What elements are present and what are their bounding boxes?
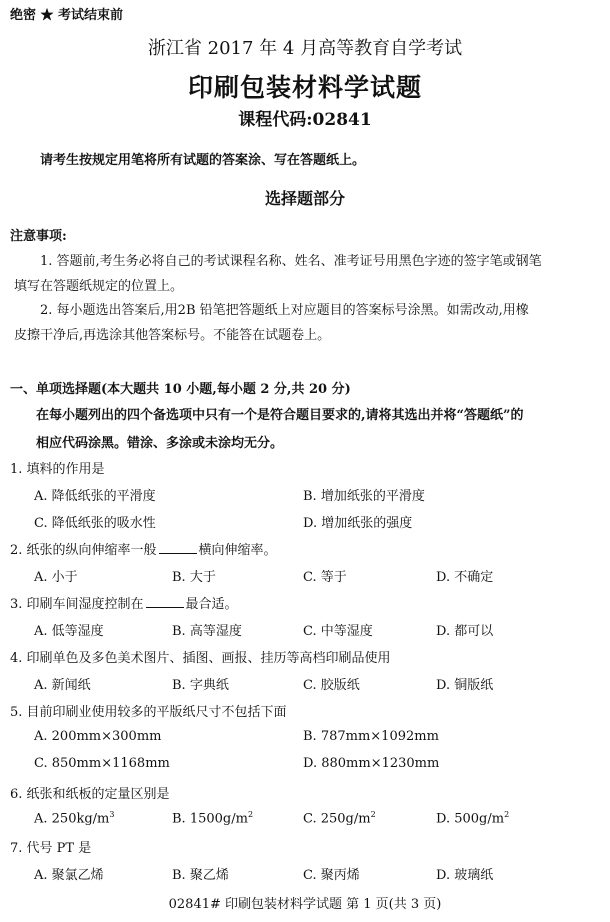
option-a: A. 新闻纸	[34, 678, 91, 693]
question-stem: 7. 代号 PT 是	[10, 841, 92, 856]
unit-exponent: 2	[504, 810, 510, 819]
attention-item-1-cont: 填写在答题纸规定的位置上。	[14, 279, 184, 294]
secret-label: 绝密 ★ 考试结束前	[10, 8, 124, 23]
question-stem	[10, 593, 238, 612]
option-b: B. 高等湿度	[172, 624, 242, 639]
exam-name: 浙江省 2017 年 4 月高等教育自学考试	[147, 38, 463, 59]
part-instruction-cont: 相应代码涂黑。错涂、多涂或未涂均无分。	[36, 436, 284, 451]
option-d: D. 增加纸张的强度	[303, 516, 413, 531]
course-code: 课程代码:02841	[238, 110, 372, 130]
attention-item-2-cont: 皮擦干净后,再选涂其他答案标号。不能答在试题卷上。	[14, 328, 331, 343]
question-stem: 5. 目前印刷业使用较多的平版纸尺寸不包括下面	[10, 705, 287, 720]
question-stem-part: 横向伸缩率。	[198, 543, 277, 558]
question-stem-part: 3. 印刷车间湿度控制在	[10, 597, 144, 612]
question-stem: 4. 印刷单色及多色美术图片、插图、画报、挂历等高档印刷品使用	[10, 651, 391, 666]
answer-blank	[159, 541, 197, 554]
attention-item-2: 2. 每小题选出答案后,用2B 铅笔把答题纸上对应题目的答案标号涂黑。如需改动,用橡	[40, 303, 529, 318]
option-c: C. 聚丙烯	[303, 868, 360, 883]
option-a: A. 聚氯乙烯	[34, 868, 104, 883]
unit-exponent: 3	[109, 810, 115, 819]
unit-exponent: 2	[247, 810, 254, 819]
part-instruction: 在每小题列出的四个备选项中只有一个是符合题目要求的,请将其选出并将“答题纸”的	[36, 408, 524, 423]
question-stem-part: 最合适。	[185, 597, 238, 612]
part-heading: 一、单项选择题(本大题共 10 小题,每小题 2 分,共 20 分)	[10, 382, 351, 397]
option-c: C. 中等湿度	[303, 624, 373, 639]
option-d: D. 都可以	[436, 624, 494, 639]
option-c: C. 等于	[303, 570, 347, 585]
option-b: B. 增加纸张的平滑度	[303, 489, 425, 504]
question-stem: 1. 填料的作用是	[10, 462, 105, 477]
section-title: 选择题部分	[264, 189, 345, 208]
option-text: D. 500g/m	[436, 811, 505, 827]
option-d: D. 铜版纸	[436, 678, 494, 693]
option-a: A. 低等湿度	[34, 624, 104, 639]
option-b: B. 字典纸	[172, 678, 229, 693]
page-footer: 02841# 印刷包装材料学试题 第 1 页(共 3 页)	[168, 897, 442, 912]
option-b: B. 787mm×1092mm	[303, 729, 439, 744]
option-text: C. 250g/m	[303, 811, 371, 827]
question-stem: 6. 纸张和纸板的定量区别是	[10, 787, 170, 802]
question-stem-part: 2. 纸张的纵向伸缩率一般	[10, 543, 157, 558]
option-d: D. 不确定	[436, 570, 494, 585]
option-c: C. 850mm×1168mm	[34, 756, 170, 771]
option-a	[34, 810, 114, 826]
option-d: D. 880mm×1230mm	[303, 756, 440, 771]
option-d: D. 玻璃纸	[436, 868, 494, 883]
option-a: A. 降低纸张的平滑度	[34, 489, 156, 504]
attention-item-1: 1. 答题前,考生务必将自己的考试课程名称、姓名、准考证号用黑色字迹的签字笔或钢笔	[40, 254, 542, 269]
option-c: C. 胶版纸	[303, 678, 360, 693]
option-a: A. 小于	[34, 570, 78, 585]
option-b	[172, 810, 253, 826]
option-a: A. 200mm×300mm	[34, 729, 162, 744]
attention-heading: 注意事项:	[10, 229, 67, 244]
unit-exponent: 2	[370, 810, 376, 819]
answer-blank	[146, 595, 184, 608]
paper-title: 印刷包装材料学试题	[187, 73, 422, 102]
option-b: B. 大于	[172, 570, 216, 585]
answer-notice: 请考生按规定用笔将所有试题的答案涂、写在答题纸上。	[40, 153, 366, 168]
option-text: A. 250kg/m	[34, 811, 110, 827]
option-text: B. 1500g/m	[172, 811, 248, 827]
option-d	[436, 810, 509, 826]
option-c	[303, 810, 376, 826]
option-b: B. 聚乙烯	[172, 868, 229, 883]
question-stem	[10, 539, 277, 558]
option-c: C. 降低纸张的吸水性	[34, 516, 156, 531]
